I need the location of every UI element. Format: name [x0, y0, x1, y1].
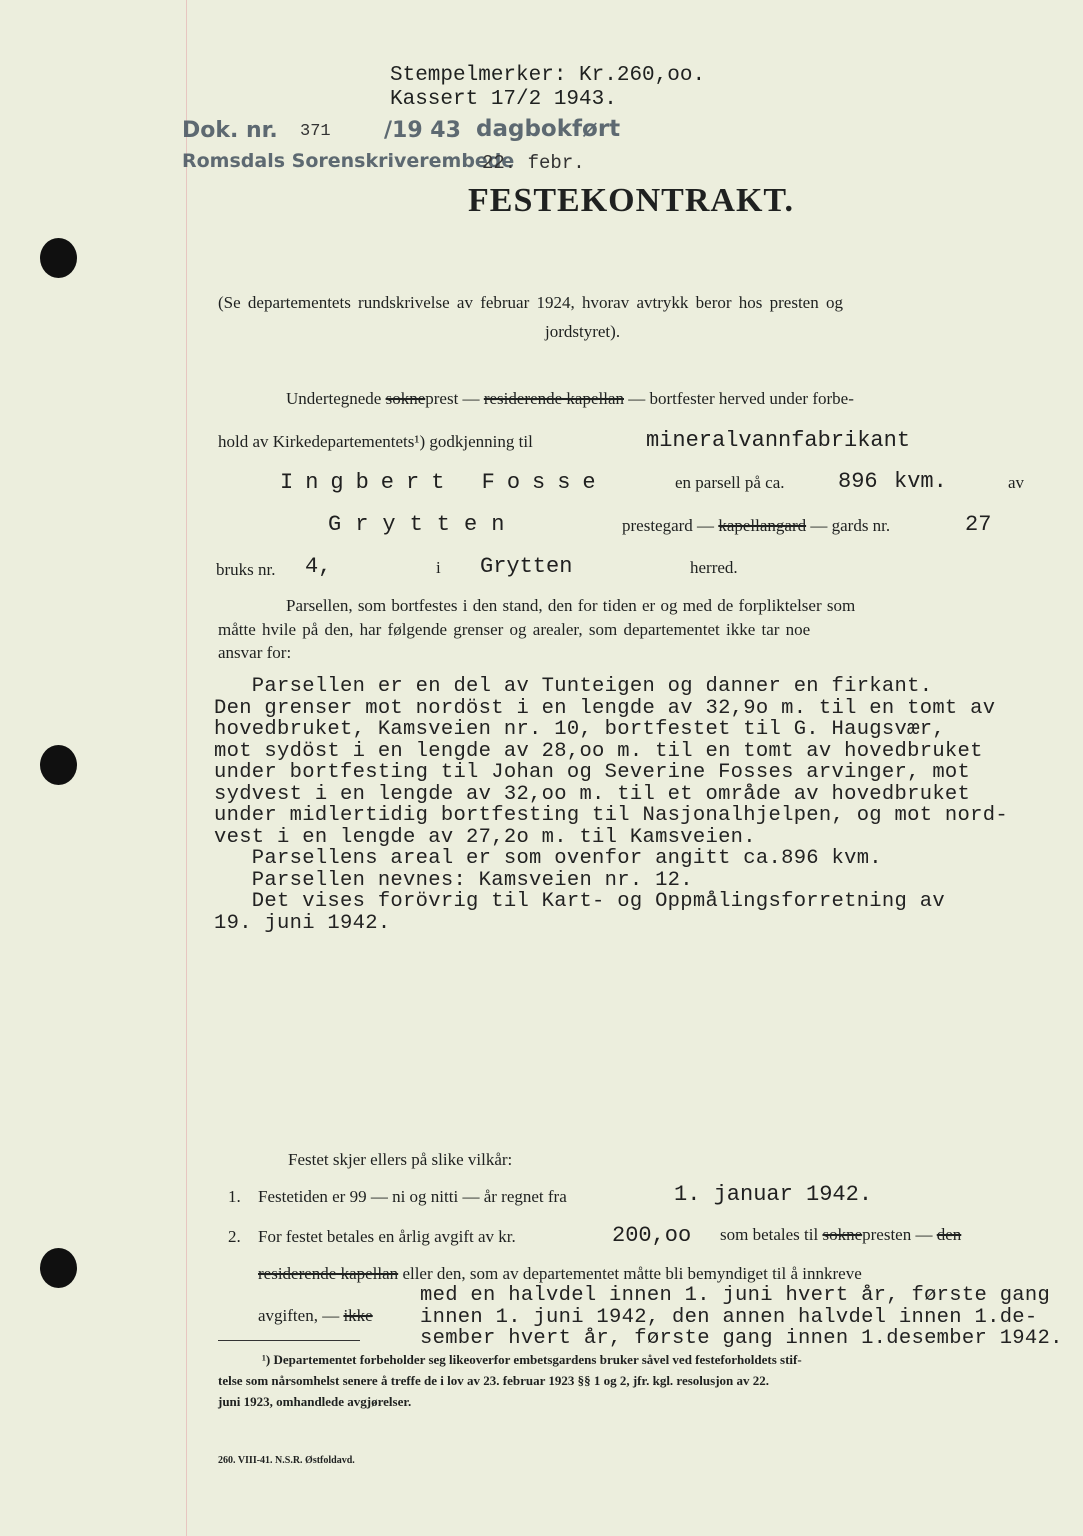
occupation-field: mineralvannfabrikant	[646, 428, 911, 453]
footnote-line-3: juni 1923, omhandlede avgjørelser.	[218, 1394, 412, 1409]
footnote-line-1: ¹) Departementet forbeholder seg likeoverfor embetsgardens bruker såvel ved festeforholdets stif-	[262, 1352, 802, 1367]
condition-2-line-3: avgiften, — ikke	[258, 1306, 373, 1325]
typed-line: Parsellens areal er som ovenfor angitt ca.896 kvm.	[214, 847, 882, 870]
typed-line: sydvest i en lengde av 32,oo m. til et område av hovedbruket	[214, 782, 971, 806]
typed-line: Den grenser mot nordöst i en lengde av 32,9o m. til en tomt av	[214, 696, 996, 720]
typed-line: 19. juni 1942.	[214, 911, 391, 935]
lessee-name: Ingbert Fosse	[280, 470, 608, 495]
intro-line-1: (Se departementets rundskrivelse av februar 1924, hvorav avtrykk beror hos presten og	[218, 293, 843, 312]
cancelled-text: Kassert 17/2 1943.	[390, 88, 617, 111]
herred-label: herred.	[690, 558, 738, 577]
strike-kapellan: residerende kapellan	[483, 389, 624, 408]
punch-hole-middle	[40, 745, 77, 785]
bruks-nr: 4,	[305, 554, 332, 579]
gards-nr: 27	[965, 512, 992, 537]
doc-year: /19 43	[384, 118, 461, 143]
typed-line: Parsellen er en del av Tunteigen og danner en firkant.	[214, 675, 933, 698]
typed-line: under bortfesting til Johan og Severine Fosses arvinger, mot	[214, 761, 971, 784]
condition-2-text: For festet betales en årlig avgift av kr.	[258, 1227, 516, 1246]
punch-hole-bottom	[40, 1248, 77, 1288]
footnote-rule	[218, 1340, 360, 1341]
condition-2-payee: som betales til soknepresten — den	[720, 1225, 962, 1244]
typed-line: Det vises forövrig til Kart- og Oppmålingsforretning av	[214, 890, 945, 913]
parish-name: Grytten	[328, 512, 519, 537]
strike-residerende: residerende kapellan	[258, 1264, 399, 1283]
typed-line: Parsellen nevnes: Kamsveien nr. 12.	[214, 868, 693, 892]
typed-terms	[420, 1285, 1063, 1350]
printer-mark: 260. VIII-41. N.S.R. Østfoldavd.	[218, 1455, 355, 1466]
area-value: 896	[838, 469, 878, 494]
condition-2-line-2: residerende kapellan eller den, som av departementet måtte bli bemyndiget til å innkreve	[258, 1264, 862, 1283]
margin-line	[186, 0, 187, 1536]
of-label: av	[1008, 473, 1025, 492]
doc-no: 371	[300, 122, 331, 141]
typed-line: mot sydöst i en lengde av 28,oo m. til en tomt av hovedbruket	[214, 739, 983, 763]
condition-1-number: 1.	[228, 1187, 241, 1206]
typed-term-line: innen 1. juni 1942, den annen halvdel innen 1.de-	[420, 1305, 1038, 1329]
area-unit: kvm.	[894, 469, 947, 494]
page-title: FESTEKONTRAKT.	[468, 182, 795, 219]
glebe-line: prestegard — kapellangard — gards nr.	[622, 516, 891, 535]
grant-line-2: hold av Kirkedepartementets¹) godkjenning til	[218, 432, 533, 451]
condition-1-text: Festetiden er 99 — ni og nitti — år regnet fra	[258, 1187, 567, 1206]
herred-name: Grytten	[480, 554, 573, 579]
boundaries-line-1: Parsellen, som bortfestes i den stand, den for tiden er og med de forpliktelser som	[286, 596, 856, 615]
typed-term-line: sember hvert år, første gang innen 1.desember 1942.	[420, 1327, 1063, 1350]
logged-stamp: dagbokført	[476, 116, 621, 142]
strike-ikke: ikke	[343, 1306, 373, 1325]
punch-hole-top	[40, 238, 77, 278]
intro-line-2: jordstyret).	[545, 322, 621, 341]
bruks-label: bruks nr.	[216, 560, 276, 579]
typed-line: hovedbruket, Kamsveien nr. 10, bortfestet til G. Haugsvær,	[214, 718, 945, 741]
start-date: 1. januar 1942.	[674, 1182, 873, 1207]
strike-sokne-2: sokne	[822, 1225, 863, 1244]
strike-kapellangard: kapellangard	[718, 516, 807, 535]
grant-line-1: Undertegnede sokneprest — residerende kapellan — bortfester herved under forbe-	[286, 389, 854, 408]
date-text: 22. febr.	[482, 152, 585, 174]
office-stamp: Romsdals Sorenskriverembede	[182, 150, 515, 172]
conditions-intro: Festet skjer ellers på slike vilkår:	[288, 1150, 513, 1169]
typed-term-line: med en halvdel innen 1. juni hvert år, første gang	[420, 1284, 1051, 1307]
stamp-duty-text: Stempelmerker: Kr.260,oo.	[390, 64, 706, 87]
parcel-label: en parsell på ca.	[675, 473, 785, 492]
typed-line: under midlertidig bortfesting til Nasjonalhjelpen, og mot nord-	[214, 804, 1008, 827]
strike-sokne: sokne	[385, 389, 426, 408]
boundaries-line-2: måtte hvile på den, har følgende grenser og arealer, som departementet ikke tar noe	[218, 620, 811, 639]
typed-line: vest i en lengde av 27,2o m. til Kamsveien.	[214, 825, 756, 849]
condition-2-number: 2.	[228, 1227, 241, 1246]
in-label: i	[436, 558, 441, 577]
strike-den: den	[936, 1225, 962, 1244]
footnote-line-2: telse som nårsomhelst senere å treffe de i lov av 23. februar 1923 §§ 1 og 2, jfr. kgl. resolusjon av 22.	[218, 1373, 770, 1388]
boundaries-line-3: ansvar for:	[218, 643, 292, 662]
typed-description	[214, 676, 1008, 934]
doc-no-label: Dok. nr.	[182, 118, 278, 143]
fee-amount: 200,oo	[612, 1223, 692, 1248]
